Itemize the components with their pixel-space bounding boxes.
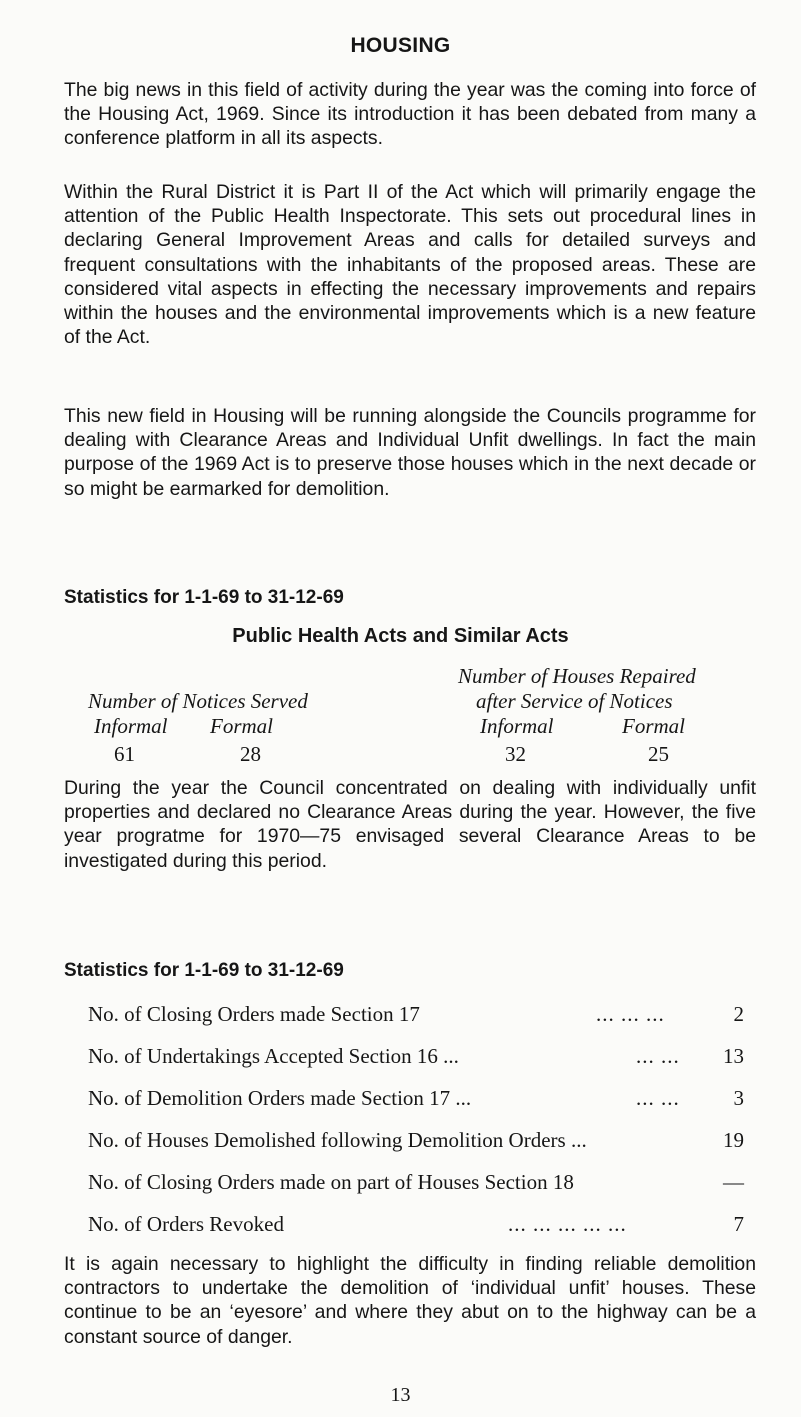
list-item <box>88 1169 744 1195</box>
demolition-orders-s17-label: No. of Demolition Orders made Section 17 ... <box>88 1086 472 1110</box>
list-item <box>88 1043 744 1069</box>
statistics-heading-2: Statistics for 1-1-69 to 31-12-69 <box>64 960 344 981</box>
houses-repaired-title: Number of Houses Repaired <box>458 664 696 688</box>
leader-dots: ... ... <box>636 1086 680 1110</box>
intro-paragraph: The big news in this field of activity during the year was the coming into force of the Housing Act, 1969. Since its introduction it has been debated from many a conference platform in all its aspects. <box>64 79 756 150</box>
council-paragraph: During the year the Council concentrated on dealing with individually unfit properties and declared no Clearance Areas during the year. However, the five year progratme for 1970—75 envisaged several Clearance Areas to be investigated during this period. <box>64 777 756 872</box>
notices-informal-label: Informal <box>94 714 168 738</box>
list-item <box>88 1211 744 1237</box>
notices-informal-value: 61 <box>114 742 135 766</box>
list-item <box>88 1001 744 1027</box>
list-item <box>88 1127 744 1153</box>
undertakings-s16-value: 13 <box>723 1044 744 1068</box>
leader-dots: ... ... <box>636 1044 680 1068</box>
leader-dots: ... ... ... ... ... <box>508 1212 627 1236</box>
part-ii-paragraph: Within the Rural District it is Part II of the Act which will primarily engage the attention of the Public Health Inspectorate. This sets out procedural lines in declaring General Improvement Areas and calls for detailed surveys and frequent consultations with the inhabitants of the proposed areas. These are considered vital aspects in effecting the necessary improvements and repairs within the houses and the environmental improvements which is a new feature of the Act. <box>64 181 756 349</box>
page-number: 13 <box>390 1384 411 1406</box>
houses-demolished-label: No. of Houses Demolished following Demolition Orders ... <box>88 1128 587 1152</box>
contractors-paragraph: It is again necessary to highlight the difficulty in finding reliable demolition contractors to undertake the demolition of ‘individual unfit’ houses. These continue to be an ‘eyesore’ and where they abut on to the highway can be a constant source of danger. <box>64 1253 756 1348</box>
closing-orders-s18-value: — <box>723 1170 744 1194</box>
closing-orders-s17-label: No. of Closing Orders made Section 17 <box>88 1002 420 1026</box>
closing-orders-s18-label: No. of Closing Orders made on part of Houses Section 18 <box>88 1170 574 1194</box>
repaired-formal-label: Formal <box>622 714 685 738</box>
page-title: HOUSING <box>350 34 451 57</box>
demolition-orders-s17-value: 3 <box>733 1086 744 1110</box>
notices-served-title: Number of Notices Served <box>88 689 308 713</box>
list-item <box>88 1085 744 1111</box>
statistics-heading-1: Statistics for 1-1-69 to 31-12-69 <box>64 587 344 608</box>
after-service-title: after Service of Notices <box>476 689 673 713</box>
repaired-formal-value: 25 <box>648 742 669 766</box>
orders-revoked-label: No. of Orders Revoked <box>88 1212 284 1236</box>
notices-formal-value: 28 <box>240 742 261 766</box>
public-health-acts-heading: Public Health Acts and Similar Acts <box>232 625 569 647</box>
orders-revoked-value: 7 <box>733 1212 744 1236</box>
repaired-informal-value: 32 <box>505 742 526 766</box>
closing-orders-s17-value: 2 <box>733 1002 744 1026</box>
houses-demolished-value: 19 <box>723 1128 744 1152</box>
clearance-paragraph: This new field in Housing will be running alongside the Councils programme for dealing with Clearance Areas and Individual Unfit dwellings. In fact the main purpose of the 1969 Act is to preserve those houses which in the next decade or so might be earmarked for demolition. <box>64 405 756 500</box>
undertakings-s16-label: No. of Undertakings Accepted Section 16 ... <box>88 1044 459 1068</box>
leader-dots: ... ... ... <box>596 1002 665 1026</box>
notices-formal-label: Formal <box>210 714 273 738</box>
repaired-informal-label: Informal <box>480 714 554 738</box>
